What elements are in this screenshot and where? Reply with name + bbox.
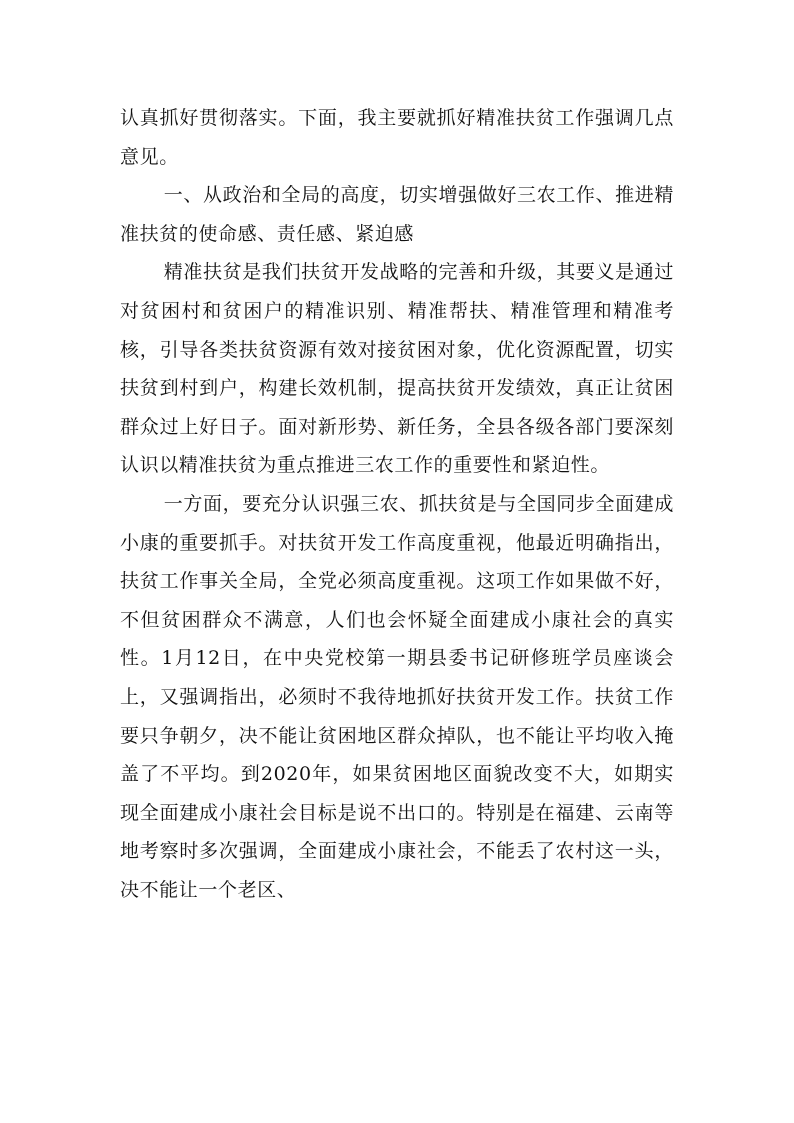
document-body: [120, 99, 674, 909]
section-heading: 一、从政治和全局的高度，切实增强做好三农工作、推进精准扶贫的使命感、责任感、紧迫感: [120, 184, 674, 245]
paragraph-1: 认真抓好贯彻落实。下面，我主要就抓好精准扶贫工作强调几点意见。: [120, 107, 674, 168]
paragraph-3: 一方面，要充分认识强三农、抓扶贫是与全国同步全面建成小康的重要抓手。对扶贫开发工作高度重视，他最近明确指出，扶贫工作事关全局，全党必须高度重视。这项工作如果做不好，不但贫困群众不满意，人们也会怀疑全面建成小康社会的真实性。1月12日，在中央党校第一期县委书记研修班学员座谈会上，又强调指出，必须时不我待地抓好扶贫开发工作。扶贫工作要只争朝夕，决不能让贫困地区群众掉队，也不能让平均收入掩盖了不平均。到2020年，如果贫困地区面貌改变不大，如期实现全面建成小康社会目标是说不出口的。特别是在福建、云南等地考察时多次强调，全面建成小康社会，不能丢了农村这一头，决不能让一个老区、: [120, 492, 674, 901]
paragraph-2: 精准扶贫是我们扶贫开发战略的完善和升级，其要义是通过对贫困村和贫困户的精准识别、精准帮扶、精准管理和精准考核，引导各类扶贫资源有效对接贫困对象，优化资源配置，切实扶贫到村到户，构建长效机制，提高扶贫开发绩效，真正让贫困群众过上好日子。面对新形势、新任务，全县各级各部门要深刻认识以精准扶贫为重点推进三农工作的重要性和紧迫性。: [120, 261, 674, 477]
